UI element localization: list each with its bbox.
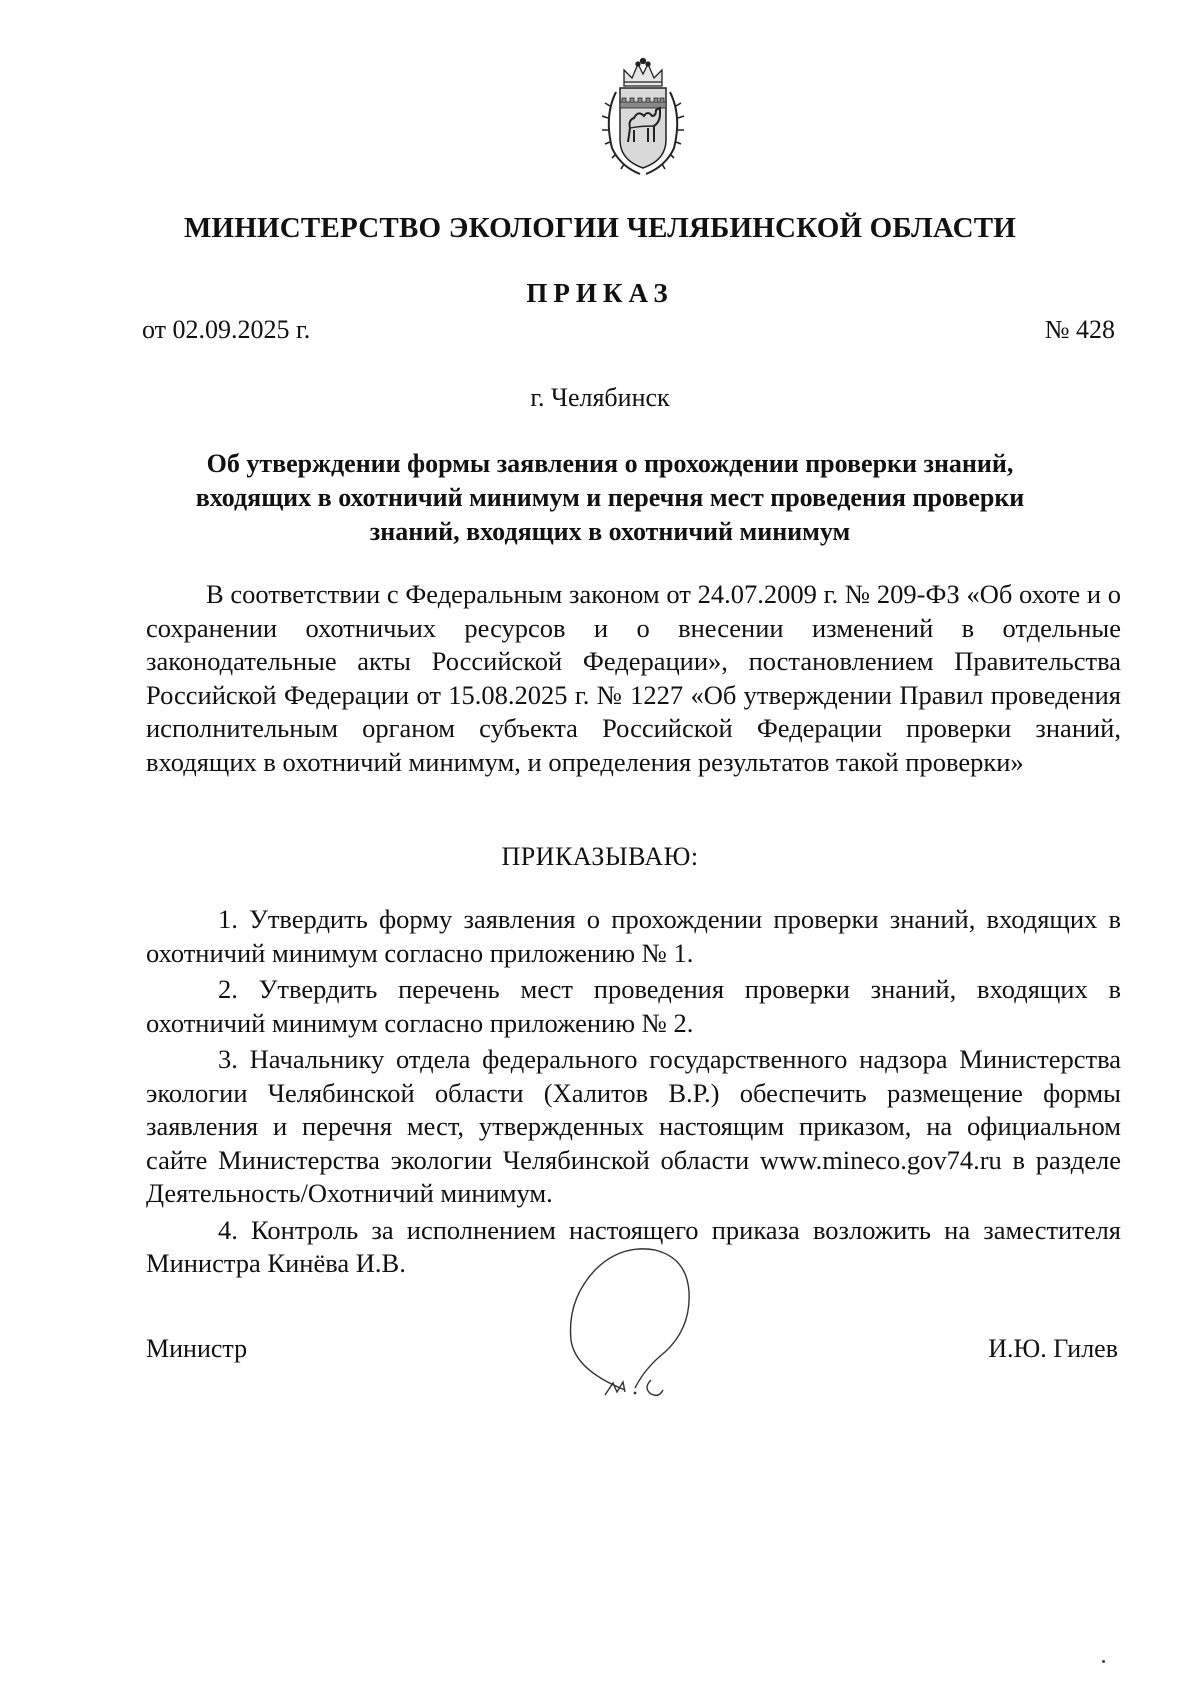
order-date: от 02.09.2025 г.	[142, 315, 311, 344]
order-item: 1. Утвердить форму заявления о прохождении проверки знаний, входящих в охотничий минимум согласно приложению № 1.	[146, 904, 1121, 968]
preamble-paragraph: В соответствии с Федеральным законом от 24.07.2009 г. № 209-ФЗ «Об охоте и о сохранении охотничьих ресурсов и о внесении изменений в отдельные законодательные акты Российской Федерации», постановлением Правительства Российской Федерации от 15.08.2025 г. № 1227 «Об утверждении Правил проведения исполнительным органом субъекта Российской Федерации проверки знаний, входящих в охотничий минимум, и определения результатов такой проверки»	[146, 579, 1121, 777]
scan-speck	[1102, 1660, 1105, 1663]
order-subject: Об утверждении формы заявления о прохождении проверки знаний, входящих в охотничий минимум и перечня мест проведения проверки знаний, входящих в охотничий минимум	[195, 449, 1025, 546]
order-number: № 428	[1044, 315, 1115, 344]
city: г. Челябинск	[530, 383, 670, 412]
order-items-list	[146, 903, 1121, 1284]
signer-name: И.Ю. Гилев	[988, 1334, 1118, 1363]
order-item: 4. Контроль за исполнением настоящего приказа возложить на заместителя Министра Кинёва И.В.	[146, 1214, 1121, 1278]
document-type: ПРИКАЗ	[526, 278, 674, 308]
signer-role: Министр	[146, 1334, 248, 1363]
order-item: 2. Утвердить перечень мест проведения проверки знаний, входящих в охотничий минимум согласно приложению № 2.	[146, 974, 1121, 1038]
order-item: 3. Начальнику отдела федерального государственного надзора Министерства экологии Челябинской области (Халитов В.Р.) обеспечить размещение формы заявления и перечня мест, утвержденных настоящим приказом, на официальном сайте Министерства экологии Челябинской области www.mineco.gov74.ru в разделе Деятельность/Охотничий минимум.	[146, 1044, 1121, 1208]
decree-heading: ПРИКАЗЫВАЮ:	[501, 842, 699, 871]
handwritten-signature-icon	[565, 1240, 705, 1410]
coat-of-arms-icon	[594, 56, 692, 188]
ministry-name: МИНИСТЕРСТВО ЭКОЛОГИИ ЧЕЛЯБИНСКОЙ ОБЛАСТИ	[183, 212, 1017, 244]
